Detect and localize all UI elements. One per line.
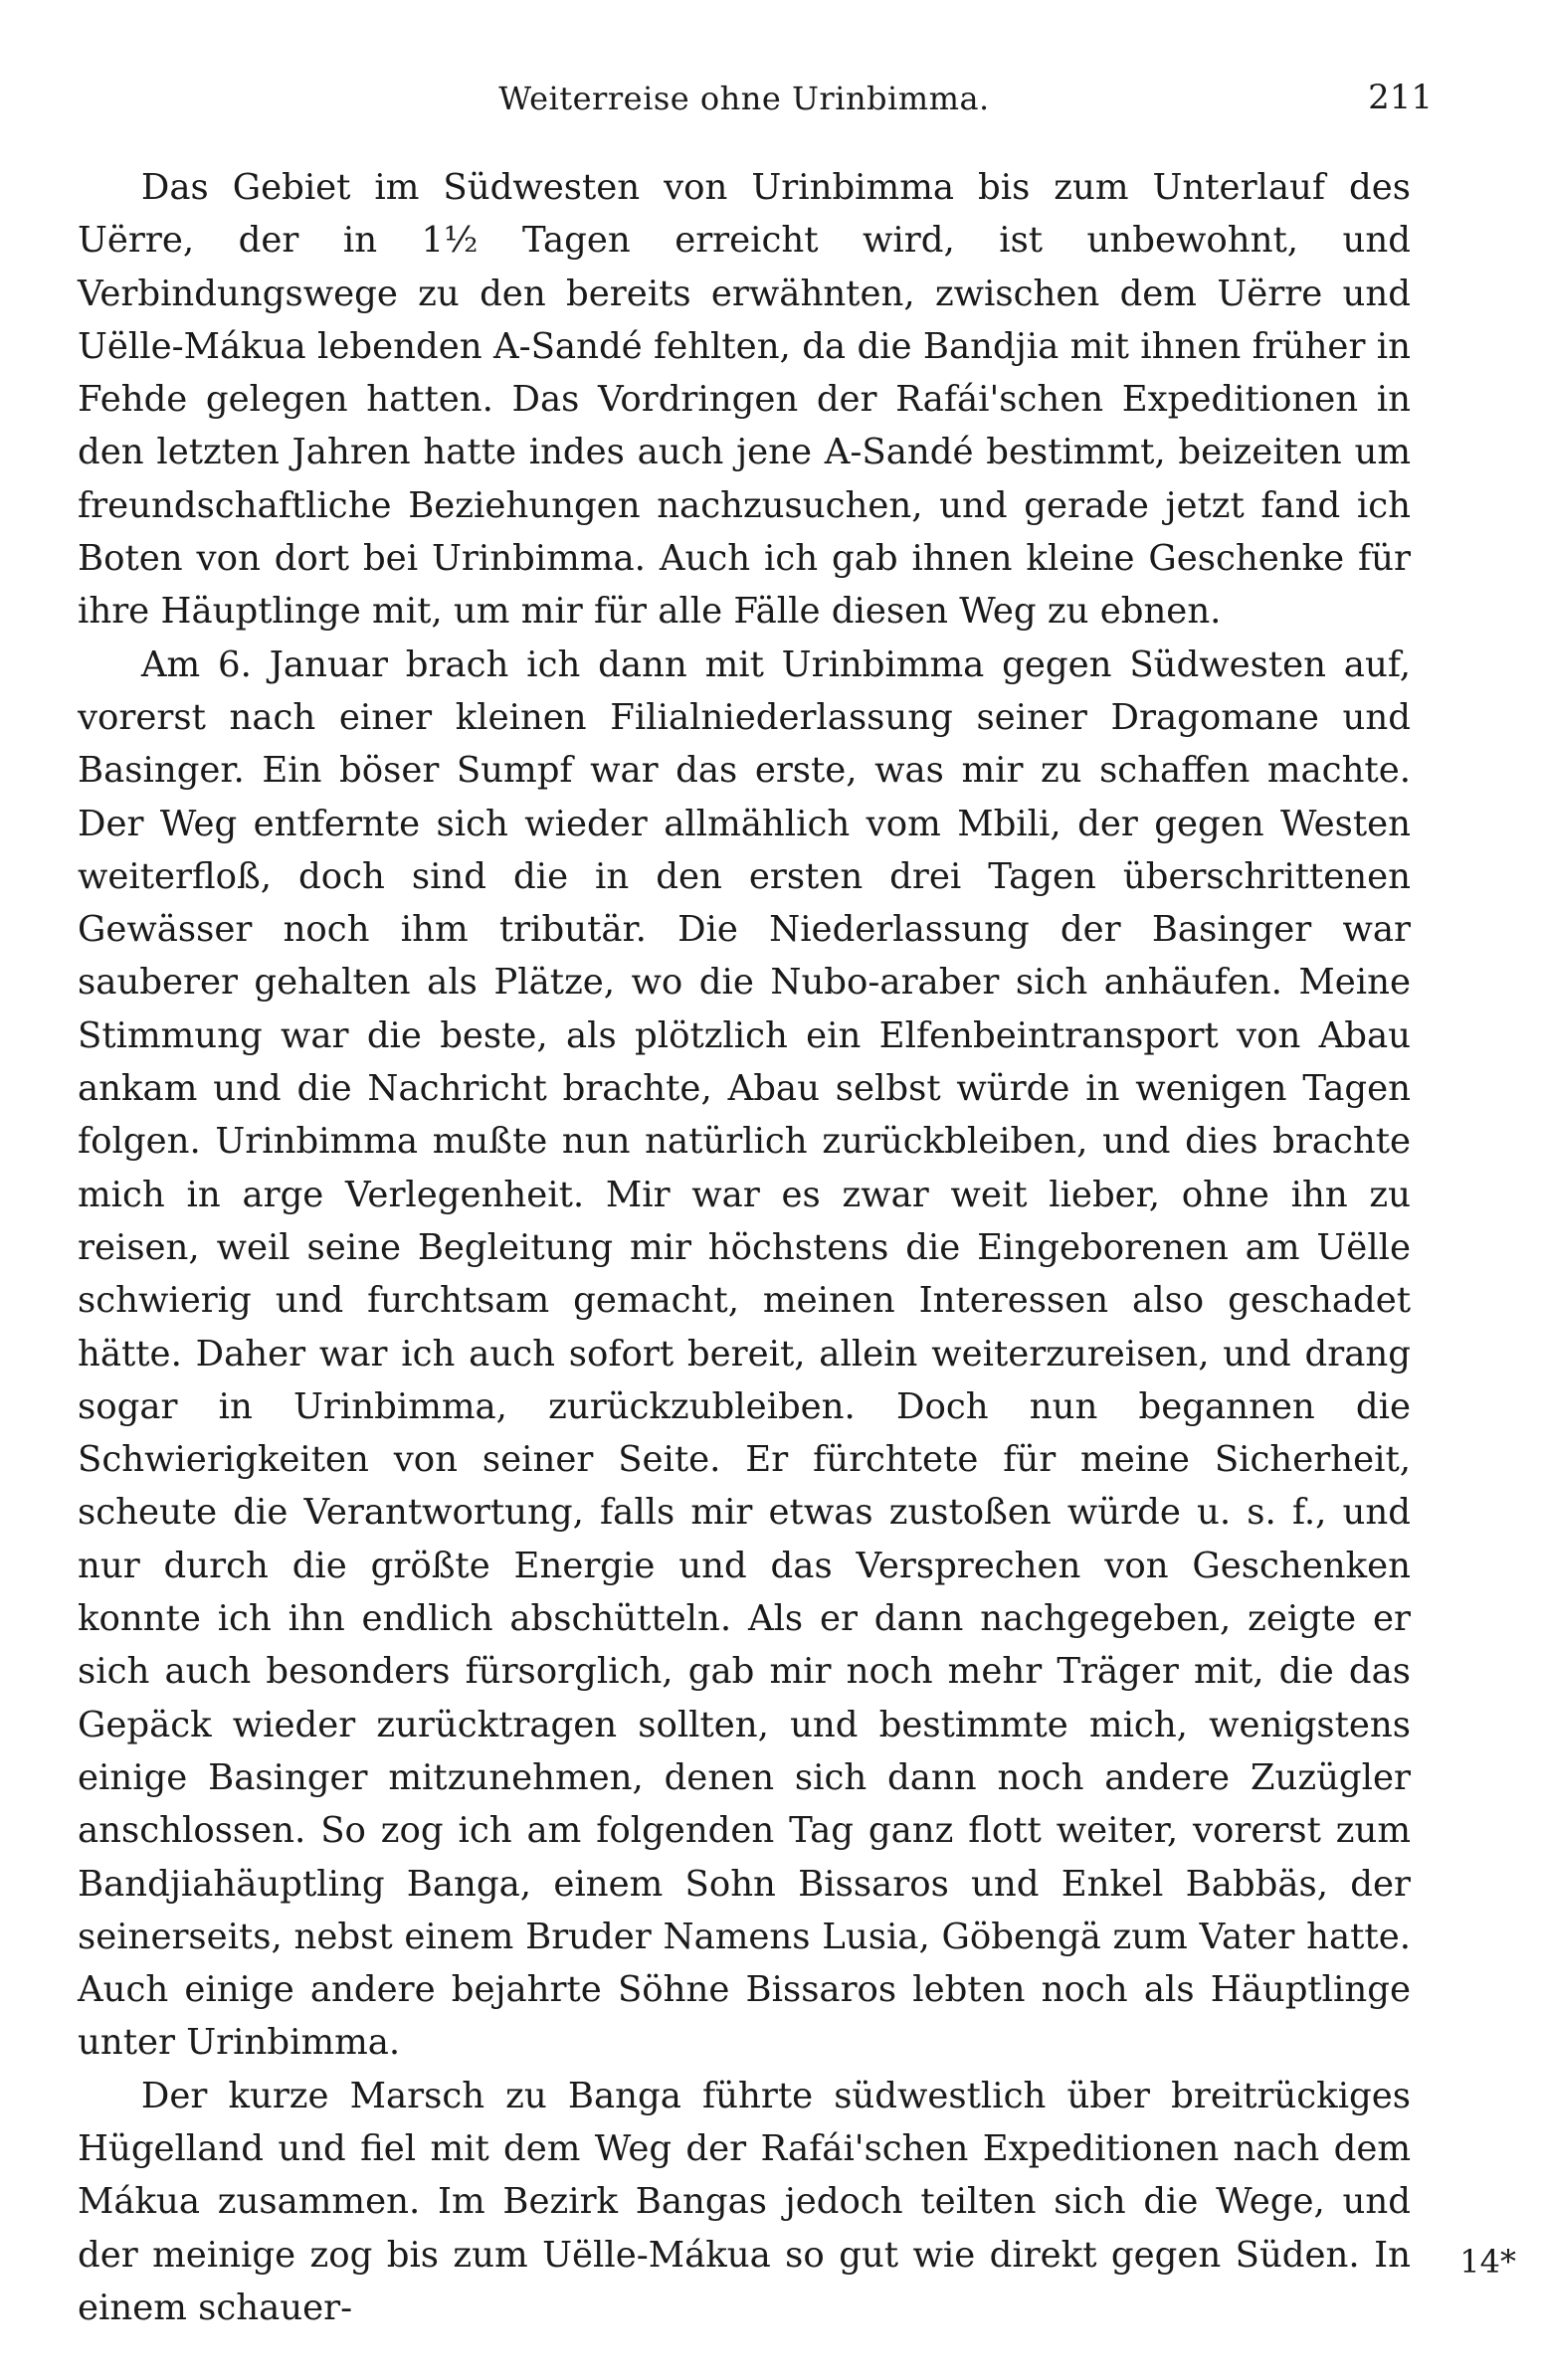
page-header: [78, 70, 1433, 139]
paragraph-1: Das Gebiet im Südwesten von Urinbimma bis zum Unterlauf des Uërre, der in 1½ Tagen erreicht wird, ist unbewohnt, und Verbindungswege zu den bereits erwähnten, zwischen dem Uërre und Uëlle-Mákua lebenden A-Sandé fehlten, da die Bandjia mit ihnen früher in Fehde gelegen hatten. Das Vordringen der Rafái'schen Expeditionen in den letzten Jahren hatte indes auch jene A-Sandé bestimmt, beizeiten um freundschaftliche Beziehungen nachzusuchen, und gerade jetzt fand ich Boten von dort bei Urinbimma. Auch ich gab ihnen kleine Geschenke für ihre Häuptlinge mit, um mir für alle Fälle diesen Weg zu ebnen.: [78, 167, 1411, 633]
printer-signature: 14*: [1459, 2243, 1516, 2281]
paragraph-3: Der kurze Marsch zu Banga führte südwestlich über breitrückiges Hügelland und fiel mit dem Weg der Rafái'schen Expeditionen nach dem Mákua zusammen. Im Bezirk Bangas jedoch teilten sich die Wege, und der meinige zog bis zum Uëlle-Mákua so gut wie direkt gegen Süden. In einem schauer-: [78, 2075, 1411, 2328]
running-head: Weiterreise ohne Urinbimma.: [498, 80, 990, 117]
page-number: 211: [1368, 78, 1433, 117]
paragraph-2: Am 6. Januar brach ich dann mit Urinbimma gegen Südwesten auf, vorerst nach einer kleinen Filialniederlassung seiner Dragomane und Basinger. Ein böser Sumpf war das erste, was mir zu schaffen machte. Der Weg entfernte sich wieder allmählich vom Mbili, der gegen Westen weiterfloß, doch sind die in den ersten drei Tagen überschrittenen Gewässer noch ihm tributär. Die Niederlassung der Basinger war sauberer gehalten als Plätze, wo die Nubo-araber sich anhäufen. Meine Stimmung war die beste, als plötzlich ein Elfenbeintransport von Abau ankam und die Nachricht brachte, Abau selbst würde in wenigen Tagen folgen. Urinbimma mußte nun natürlich zurückbleiben, und dies brachte mich in arge Verlegenheit. Mir war es zwar weit lieber, ohne ihn zu reisen, weil seine Begleitung mir höchstens die Eingeborenen am Uëlle schwierig und furchtsam gemacht, meinen Interessen also geschadet hätte. Daher war ich auch sofort bereit, allein weiterzureisen, und drang sogar in Urinbimma, zurückzubleiben. Doch nun begannen die Schwierigkeiten von seiner Seite. Er fürchtete für meine Sicherheit, scheute die Verantwortung, falls mir etwas zustoßen würde u. s. f., und nur durch die größte Energie und das Versprechen von Geschenken konnte ich ihn endlich abschütteln. Als er dann nachgegeben, zeigte er sich auch besonders fürsorglich, gab mir noch mehr Träger mit, die das Gepäck wieder zurücktragen sollten, und bestimmte mich, wenigstens einige Basinger mitzunehmen, denen sich dann noch andere Zuzügler anschlossen. So zog ich am folgenden Tag ganz flott weiter, vorerst zum Bandjiahäuptling Banga, einem Sohn Bissaros und Enkel Babbäs, der seinerseits, nebst einem Bruder Namens Lusia, Göbengä zum Vater hatte. Auch einige andere bejahrte Söhne Bissaros lebten noch als Häuptlinge unter Urinbimma.: [78, 643, 1411, 2064]
document-page: [78, 70, 1433, 2334]
body-text: [78, 161, 1411, 2334]
